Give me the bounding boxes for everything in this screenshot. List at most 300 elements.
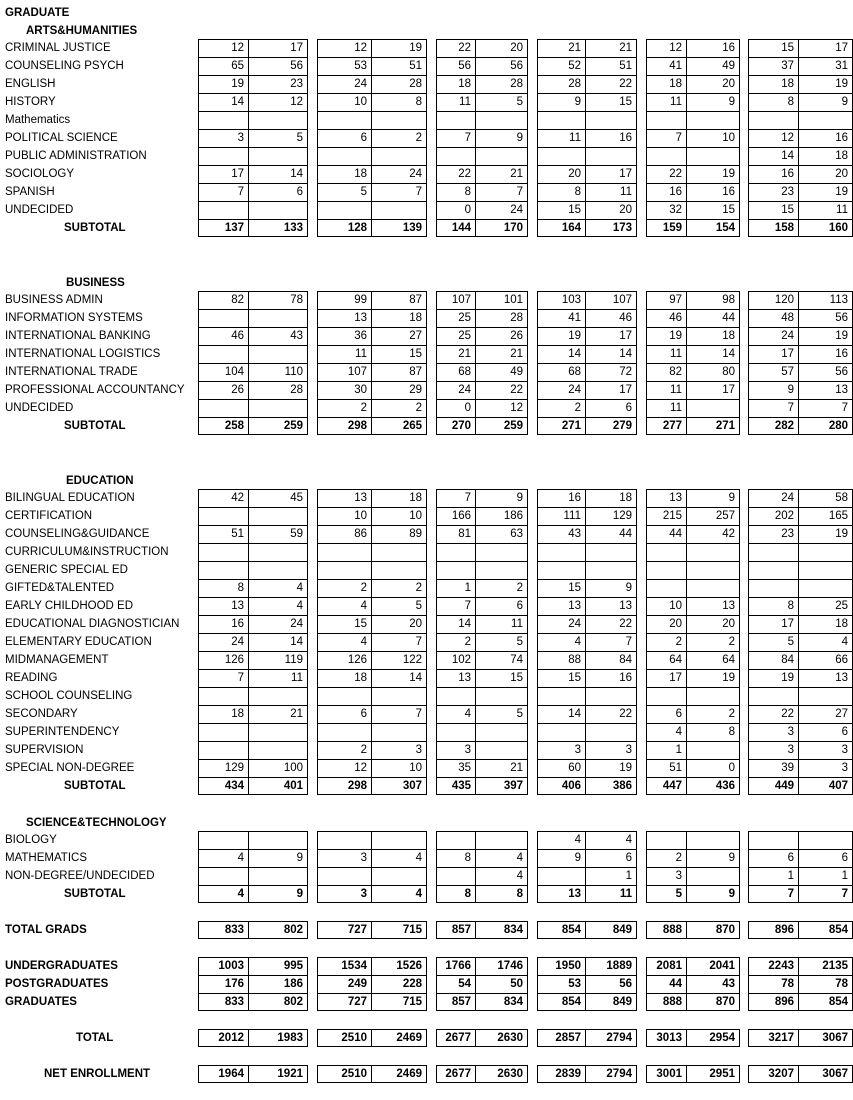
row-label: INTERNATIONAL LOGISTICS <box>5 348 161 360</box>
table-cell: 802 <box>248 993 308 1011</box>
table-cell <box>537 561 585 579</box>
table-cell <box>371 201 427 219</box>
table-cell: 15 <box>686 201 740 219</box>
table-cell: 20 <box>475 39 528 57</box>
table-cell <box>198 147 248 165</box>
table-cell: 126 <box>317 651 371 669</box>
table-cell: 16 <box>798 345 853 363</box>
table-cell: 715 <box>371 993 427 1011</box>
table-row-reading <box>0 669 853 687</box>
table-cell: 6 <box>317 129 371 147</box>
table-cell: 17 <box>748 345 798 363</box>
table-cell: 3013 <box>646 1029 686 1047</box>
table-cell: 137 <box>198 219 248 237</box>
table-cell <box>198 399 248 417</box>
row-label: GRADUATES <box>5 996 77 1008</box>
table-cell: 78 <box>798 975 853 993</box>
table-cell: 107 <box>317 363 371 381</box>
row-label: COUNSELING&GUIDANCE <box>5 528 150 540</box>
table-cell: 18 <box>371 489 427 507</box>
table-cell: 896 <box>748 921 798 939</box>
table-row-political-science <box>0 129 853 147</box>
table-cell: 1950 <box>537 957 585 975</box>
table-cell: 0 <box>436 201 475 219</box>
table-cell: 9 <box>248 849 308 867</box>
table-cell: 8 <box>436 885 475 903</box>
table-cell: 249 <box>317 975 371 993</box>
table-row-mathematics <box>0 849 853 867</box>
table-row-undergraduates <box>0 957 853 975</box>
table-cell: 270 <box>436 417 475 435</box>
table-cell: 20 <box>537 165 585 183</box>
table-cell: 84 <box>585 651 637 669</box>
table-cell: 6 <box>585 399 637 417</box>
table-cell: 82 <box>198 291 248 309</box>
table-cell: 133 <box>248 219 308 237</box>
section-heading-science-technology <box>0 814 853 832</box>
table-cell: 2041 <box>686 957 740 975</box>
table-row-subtotal <box>0 417 853 435</box>
table-cell: 1 <box>436 579 475 597</box>
table-cell: 4 <box>248 579 308 597</box>
table-row-public-administration <box>0 147 853 165</box>
table-cell <box>371 543 427 561</box>
table-cell: 257 <box>686 507 740 525</box>
table-cell: 24 <box>248 615 308 633</box>
table-cell: 15 <box>537 579 585 597</box>
table-row-subtotal <box>0 885 853 903</box>
table-cell: 2 <box>317 741 371 759</box>
table-row-international-logistics <box>0 345 853 363</box>
table-cell: 27 <box>798 705 853 723</box>
table-cell: 3001 <box>646 1065 686 1083</box>
table-cell: 5 <box>317 183 371 201</box>
table-cell: 20 <box>798 165 853 183</box>
table-cell: 20 <box>646 615 686 633</box>
table-cell: 21 <box>475 345 528 363</box>
table-cell: 21 <box>537 39 585 57</box>
table-cell: 15 <box>585 93 637 111</box>
table-cell <box>198 687 248 705</box>
table-cell: 13 <box>317 489 371 507</box>
table-row-history <box>0 93 853 111</box>
table-cell <box>317 687 371 705</box>
table-cell: 14 <box>248 165 308 183</box>
table-cell: 111 <box>537 507 585 525</box>
table-row-spanish <box>0 183 853 201</box>
table-cell <box>686 111 740 129</box>
row-label: Mathematics <box>5 114 71 126</box>
table-cell: 19 <box>748 669 798 687</box>
table-cell: 44 <box>686 309 740 327</box>
table-cell <box>248 867 308 885</box>
table-cell: 16 <box>748 165 798 183</box>
table-cell: 51 <box>198 525 248 543</box>
table-cell: 58 <box>798 489 853 507</box>
table-cell: 5 <box>248 129 308 147</box>
table-cell: 3 <box>798 759 853 777</box>
table-cell <box>475 147 528 165</box>
table-cell: 6 <box>646 705 686 723</box>
table-cell: 8 <box>537 183 585 201</box>
table-cell: 9 <box>686 93 740 111</box>
table-cell <box>475 543 528 561</box>
table-cell: 15 <box>748 39 798 57</box>
table-cell: 46 <box>198 327 248 345</box>
table-cell: 82 <box>646 363 686 381</box>
table-cell: 173 <box>585 219 637 237</box>
table-cell: 2839 <box>537 1065 585 1083</box>
row-label: SCIENCE&TECHNOLOGY <box>26 817 167 829</box>
table-cell: 102 <box>436 651 475 669</box>
table-cell: 74 <box>475 651 528 669</box>
table-cell: 5 <box>371 597 427 615</box>
table-cell: 19 <box>371 39 427 57</box>
table-cell: 84 <box>748 651 798 669</box>
row-label: CURRICULUM&INSTRUCTION <box>5 546 169 558</box>
table-cell: 13 <box>798 669 853 687</box>
table-cell: 13 <box>317 309 371 327</box>
table-cell: 8 <box>436 183 475 201</box>
table-cell: 98 <box>686 291 740 309</box>
table-cell <box>248 111 308 129</box>
row-label: BILINGUAL EDUCATION <box>5 492 135 504</box>
table-cell: 10 <box>317 93 371 111</box>
table-row-sociology <box>0 165 853 183</box>
table-cell: 186 <box>248 975 308 993</box>
table-cell <box>686 561 740 579</box>
row-label: EDUCATIONAL DIAGNOSTICIAN <box>5 618 180 630</box>
table-cell <box>537 723 585 741</box>
table-cell <box>537 111 585 129</box>
table-cell: 11 <box>436 93 475 111</box>
table-cell: 2135 <box>798 957 853 975</box>
table-cell: 9 <box>248 885 308 903</box>
table-cell: 19 <box>198 75 248 93</box>
table-cell <box>748 579 798 597</box>
table-cell: 7 <box>198 183 248 201</box>
table-cell: 81 <box>436 525 475 543</box>
table-cell <box>646 831 686 849</box>
table-row-elementary-education <box>0 633 853 651</box>
table-cell: 265 <box>371 417 427 435</box>
table-cell: 21 <box>248 705 308 723</box>
table-cell: 159 <box>646 219 686 237</box>
table-cell: 60 <box>537 759 585 777</box>
table-cell <box>198 831 248 849</box>
table-cell <box>537 147 585 165</box>
table-cell: 11 <box>646 345 686 363</box>
table-cell: 9 <box>686 849 740 867</box>
table-cell: 854 <box>798 921 853 939</box>
table-cell: 3 <box>317 849 371 867</box>
table-cell: 3 <box>748 723 798 741</box>
table-cell: 10 <box>646 597 686 615</box>
table-cell <box>646 687 686 705</box>
table-cell: 18 <box>798 615 853 633</box>
table-row-supervision <box>0 741 853 759</box>
table-cell: 80 <box>686 363 740 381</box>
table-cell: 407 <box>798 777 853 795</box>
row-label: PROFESSIONAL ACCOUNTANCY <box>5 384 185 396</box>
table-row-gifted-talented <box>0 579 853 597</box>
table-cell <box>198 723 248 741</box>
table-cell: 22 <box>585 705 637 723</box>
table-cell <box>475 831 528 849</box>
table-cell <box>798 543 853 561</box>
table-cell: 202 <box>748 507 798 525</box>
table-cell <box>748 687 798 705</box>
table-cell: 2677 <box>436 1029 475 1047</box>
table-cell <box>317 147 371 165</box>
table-cell: 19 <box>686 669 740 687</box>
table-cell: 2081 <box>646 957 686 975</box>
table-cell: 833 <box>198 993 248 1011</box>
table-row-business-admin <box>0 291 853 309</box>
table-cell: 15 <box>317 615 371 633</box>
table-cell: 2857 <box>537 1029 585 1047</box>
table-cell: 18 <box>436 75 475 93</box>
table-cell <box>436 687 475 705</box>
table-cell: 12 <box>748 129 798 147</box>
table-cell: 158 <box>748 219 798 237</box>
row-label: SUBTOTAL <box>64 888 126 900</box>
table-cell: 8 <box>475 885 528 903</box>
table-cell: 122 <box>371 651 427 669</box>
table-cell: 23 <box>748 525 798 543</box>
table-cell: 5 <box>748 633 798 651</box>
table-cell: 4 <box>248 597 308 615</box>
table-cell: 10 <box>371 507 427 525</box>
row-label: BIOLOGY <box>5 834 57 846</box>
table-cell: 1 <box>646 741 686 759</box>
table-cell: 7 <box>436 129 475 147</box>
table-cell: 43 <box>537 525 585 543</box>
table-cell <box>475 723 528 741</box>
table-cell: 51 <box>646 759 686 777</box>
table-cell: 4 <box>646 723 686 741</box>
table-cell: 12 <box>198 39 248 57</box>
table-cell: 23 <box>248 75 308 93</box>
table-cell: 896 <box>748 993 798 1011</box>
table-cell: 9 <box>537 93 585 111</box>
table-cell <box>198 201 248 219</box>
table-cell <box>248 543 308 561</box>
table-row-international-trade <box>0 363 853 381</box>
table-cell <box>537 687 585 705</box>
table-cell: 42 <box>198 489 248 507</box>
table-cell: 54 <box>436 975 475 993</box>
table-cell <box>475 741 528 759</box>
table-cell <box>436 147 475 165</box>
table-cell: 12 <box>646 39 686 57</box>
table-cell: 21 <box>475 165 528 183</box>
table-cell: 52 <box>537 57 585 75</box>
table-cell: 9 <box>798 93 853 111</box>
row-label: GENERIC SPECIAL ED <box>5 564 128 576</box>
table-cell: 849 <box>585 993 637 1011</box>
table-cell: 72 <box>585 363 637 381</box>
table-cell: 3 <box>798 741 853 759</box>
table-row-undecided <box>0 399 853 417</box>
table-cell: 834 <box>475 993 528 1011</box>
table-cell: 271 <box>537 417 585 435</box>
table-row-counseling-psych <box>0 57 853 75</box>
table-cell: 7 <box>798 885 853 903</box>
table-cell: 12 <box>317 759 371 777</box>
table-row-curriculum-instruction <box>0 543 853 561</box>
table-row-school-counseling <box>0 687 853 705</box>
table-cell: 854 <box>537 921 585 939</box>
table-cell <box>686 399 740 417</box>
table-cell: 22 <box>748 705 798 723</box>
table-cell: 43 <box>248 327 308 345</box>
row-label: ENGLISH <box>5 78 56 90</box>
table-cell: 7 <box>371 183 427 201</box>
table-cell: 4 <box>537 633 585 651</box>
table-cell <box>798 579 853 597</box>
table-cell: 9 <box>475 129 528 147</box>
table-cell: 8 <box>748 93 798 111</box>
table-cell <box>371 561 427 579</box>
table-cell: 870 <box>686 921 740 939</box>
table-cell: 45 <box>248 489 308 507</box>
table-cell: 6 <box>475 597 528 615</box>
table-cell: 87 <box>371 291 427 309</box>
table-cell: 2469 <box>371 1029 427 1047</box>
table-cell: 20 <box>686 615 740 633</box>
table-cell: 51 <box>585 57 637 75</box>
table-cell: 2 <box>475 579 528 597</box>
table-cell: 0 <box>686 759 740 777</box>
table-cell: 10 <box>371 759 427 777</box>
table-cell <box>686 831 740 849</box>
table-cell: 101 <box>475 291 528 309</box>
table-cell: 21 <box>585 39 637 57</box>
table-cell: 14 <box>436 615 475 633</box>
table-cell: 103 <box>537 291 585 309</box>
table-cell <box>371 687 427 705</box>
row-label: EARLY CHILDHOOD ED <box>5 600 134 612</box>
table-cell: 32 <box>646 201 686 219</box>
table-cell: 24 <box>537 615 585 633</box>
table-row-midmanagement <box>0 651 853 669</box>
row-label: POLITICAL SCIENCE <box>5 132 118 144</box>
table-cell <box>248 741 308 759</box>
table-cell: 144 <box>436 219 475 237</box>
table-cell: 7 <box>198 669 248 687</box>
table-cell: 4 <box>798 633 853 651</box>
table-cell <box>371 867 427 885</box>
table-cell: 107 <box>436 291 475 309</box>
table-cell: 8 <box>748 597 798 615</box>
table-cell <box>436 111 475 129</box>
table-cell: 68 <box>436 363 475 381</box>
table-cell: 258 <box>198 417 248 435</box>
table-cell <box>317 111 371 129</box>
table-cell <box>686 687 740 705</box>
table-cell: 8 <box>686 723 740 741</box>
table-cell: 19 <box>798 327 853 345</box>
table-cell: 8 <box>371 93 427 111</box>
table-cell <box>248 399 308 417</box>
table-cell: 2 <box>371 579 427 597</box>
row-label: MIDMANAGEMENT <box>5 654 109 666</box>
table-cell: 53 <box>317 57 371 75</box>
table-cell: 14 <box>198 93 248 111</box>
table-cell: 165 <box>798 507 853 525</box>
table-cell: 17 <box>585 327 637 345</box>
table-cell: 2 <box>436 633 475 651</box>
row-label: SOCIOLOGY <box>5 168 75 180</box>
table-cell: 4 <box>317 597 371 615</box>
table-cell: 1534 <box>317 957 371 975</box>
table-cell: 39 <box>748 759 798 777</box>
table-cell: 14 <box>537 345 585 363</box>
table-cell: 51 <box>371 57 427 75</box>
row-label: NON-DEGREE/UNDECIDED <box>5 870 155 882</box>
row-label: BUSINESS <box>66 277 125 289</box>
table-cell: 16 <box>646 183 686 201</box>
table-cell: 18 <box>317 165 371 183</box>
table-cell <box>317 723 371 741</box>
table-cell <box>798 831 853 849</box>
table-cell: 16 <box>198 615 248 633</box>
table-cell: 7 <box>475 183 528 201</box>
row-label: SUBTOTAL <box>64 222 126 234</box>
table-cell: 2 <box>537 399 585 417</box>
table-cell: 7 <box>371 705 427 723</box>
table-cell <box>436 543 475 561</box>
table-cell: 9 <box>475 489 528 507</box>
table-cell: 12 <box>475 399 528 417</box>
table-cell: 9 <box>686 489 740 507</box>
table-cell <box>646 147 686 165</box>
table-cell: 19 <box>537 327 585 345</box>
table-cell: 18 <box>585 489 637 507</box>
table-cell: 870 <box>686 993 740 1011</box>
table-cell <box>686 147 740 165</box>
table-cell <box>798 687 853 705</box>
table-cell: 28 <box>475 75 528 93</box>
table-cell: 259 <box>475 417 528 435</box>
table-cell: 15 <box>748 201 798 219</box>
table-cell: 20 <box>686 75 740 93</box>
table-cell: 25 <box>436 327 475 345</box>
table-cell: 1746 <box>475 957 528 975</box>
table-cell: 727 <box>317 993 371 1011</box>
table-cell: 19 <box>686 165 740 183</box>
table-cell <box>646 543 686 561</box>
table-cell <box>646 111 686 129</box>
table-cell: 9 <box>585 579 637 597</box>
table-cell: 22 <box>475 381 528 399</box>
row-label: INTERNATIONAL BANKING <box>5 330 151 342</box>
table-cell <box>585 561 637 579</box>
row-label: CRIMINAL JUSTICE <box>5 42 111 54</box>
row-label: UNDECIDED <box>5 402 74 414</box>
table-cell: 6 <box>798 849 853 867</box>
table-cell: 3 <box>317 885 371 903</box>
table-cell: 6 <box>748 849 798 867</box>
row-label: SUBTOTAL <box>64 780 126 792</box>
table-cell: 78 <box>748 975 798 993</box>
table-cell: 20 <box>371 615 427 633</box>
table-cell: 24 <box>317 75 371 93</box>
table-cell: 44 <box>646 975 686 993</box>
table-cell: 88 <box>537 651 585 669</box>
row-label: CERTIFICATION <box>5 510 93 522</box>
